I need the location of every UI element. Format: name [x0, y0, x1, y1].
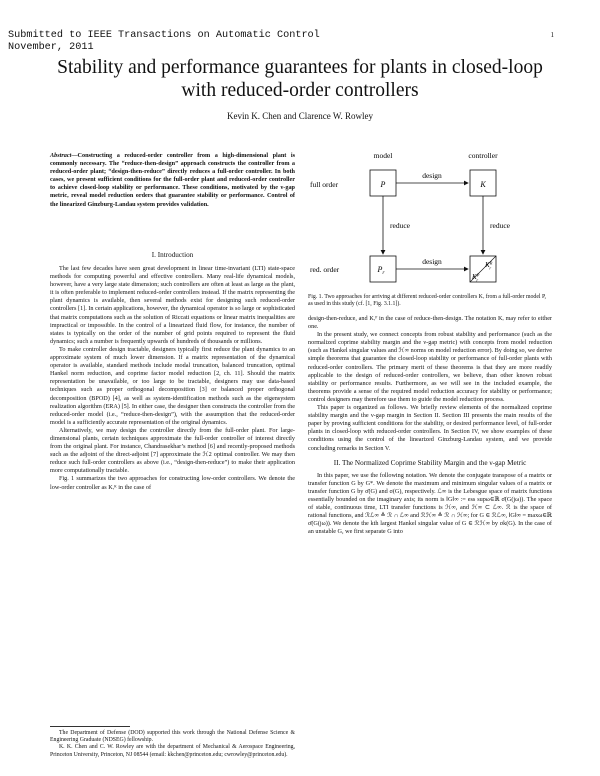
box-P-label: P — [380, 180, 386, 189]
figure-1-diagram — [308, 148, 552, 290]
header-line-1: Submitted to IEEE Transactions on Automatic Control — [8, 30, 320, 41]
box-Kr-bottom-label: $K^P$ r — [472, 272, 480, 283]
title-line-2: with reduced-order controllers — [181, 80, 419, 101]
right-paragraph-2: In the present study, we connect concepts from robust stability and performance (such as the normalized coprime stability margin and the ν-gap metric) with concepts from model reduction (such as Hankel singular values and ℋ∞ norms on model reduction error). By doing so, we derive simple theorems that guarantee the closed-loop stability or performance of full-order plants with reduced-order controllers. The primary merit of these theorems is that they are more readily applicable to the design of reduced-order controllers, we believe, than other known robust stability or performance results. Furthermore, as we will see in the included example, the theorems provide a sense of the required model reduction accuracy for stability or performance; control designers may therefore use them to guide the model reduction process. — [308, 331, 552, 403]
intro-paragraph-3: Alternatively, we may design the controller directly from the full-order plant. For large-dimensional plants, certain techniques approximate the full-order controller of interest directly from the original plant. For instance, Chandrasekhar’s method [6] and recently-proposed methods such as the adjoint of the direct-adjoint [7] approximate the ℋ2 optimal controller. We may then reduce such full-order controllers as above (i.e., “design-then-reduce”) to make their application more computationally tractable. — [50, 426, 295, 475]
left-column — [50, 251, 295, 492]
label-model: model — [373, 151, 393, 160]
right-paragraph-4: In this paper, we use the following notation. We denote the conjugate transpose of a matrix or transfer function G by G*. We denote the maximum and minimum singular values of a matrix or transfer function G by σ̄(G) and σ(G), respectively. ℒ∞ is the Lebesgue space of matrix functions essentially bounded on the imaginary axis; its norm is ‖G‖∞ := ess supω∈ℝ σ̄(G(jω)). The space of stable, continuous time, LTI transfer functions is ℋ∞, and ℋ∞ ⊂ ℒ∞. ℛ is the space of rational functions, and ℛℒ∞ ≜ ℛ ∩ ℒ∞ and ℛℋ∞ ≜ ℛ ∩ ℋ∞; for G ∈ ℛℒ∞, ‖G‖∞ = maxω∈ℝ σ̄(G(jω)). We denote the kth largest Hankel singular value of G ∈ ℛℋ∞ by σk(G). In the case of an unstable G, we first separate G into — [308, 471, 552, 536]
figure-1-caption: Fig. 1. Two approaches for arriving at different reduced-order controllers Kᵣ from a full-order model P, as used in this study (cf. [1, Fig. 3.1.1]). — [308, 294, 546, 308]
right-paragraph-1: design-then-reduce, and Kᵣᴾ in the case of reduce-then-design. The notation Kᵣ may refer to either one. — [308, 315, 552, 331]
label-design-bottom: design — [422, 257, 442, 266]
running-header — [8, 30, 320, 53]
intro-paragraph-2: To make controller design tractable, designers typically first reduce the plant dynamics to an approximate system of much lower dimension. If a matrix representation of the dynamical operator is available, standard methods include modal truncation, balanced truncation, optimal Hankel norm reduction, and coprime factor model reduction [2, ch. 11]. Should the matrix representation be unavailable, or too large to be tractable, designers may use data-based techniques such as proper orthogonal decomposition [3] or balanced proper orthogonal decomposition (BPOD) [4], as well as system-identification methods such as the eigensystem realization algorithm (ERA) [5]. In either case, the designer then constructs the controller from the reduced-order model (i.e., “reduce-then-design”), with the assumption that the reduced-order model is a sufficiently accurate representation of the original dynamics. — [50, 345, 295, 426]
page-number: 1 — [550, 31, 554, 39]
label-controller: controller — [468, 151, 498, 160]
paper-title — [20, 56, 580, 102]
box-Kr-top-label: $K^R$ r — [485, 260, 493, 271]
box-K-label: K — [480, 180, 486, 189]
right-column — [308, 315, 552, 536]
intro-paragraph-4: Fig. 1 summarizes the two approaches for constructing low-order controllers. We denote the low-order controller as Kᵣᴿ in the case of — [50, 475, 295, 491]
header-line-2: November, 2011 — [8, 41, 94, 53]
authors: Kevin K. Chen and Clarence W. Rowley — [227, 111, 373, 121]
box-Pr-label: $P_r$ — [377, 265, 385, 276]
label-reduce-left: reduce — [390, 221, 410, 230]
label-reduce-right: reduce — [490, 221, 510, 230]
footnote-paragraph-1: The Department of Defense (DOD) supported this work through the National Defense Science & Engineering Graduate (NDSEG) fellowship. — [50, 730, 295, 744]
section-1-heading: I. Introduction — [151, 251, 194, 259]
intro-paragraph-1: The last few decades have seen great development in linear time-invariant (LTI) state-space methods for computing powerful and effective controllers. Many real-life dynamical models, however, have a very large state dimension; such controllers are often at least as large as the plant, it is often preferable to implement reduced-order controllers instead. If the matrix representing the plant dynamics is available, then several methods exist for designing such reduced-order controllers [1]. In certain applications, however, the dynamical operator is so large or sophisticated that matrix computations such as the solution of Riccati equations or linear matrix inequalities are impractical or impossible. In the control of a linearized fluid flow, for instance, the number of states is typically on the order of the number of grid points required to represent the fluid dynamics; such a number is frequently upwards of hundreds of thousands or millions. — [50, 265, 295, 345]
footnote — [50, 730, 295, 759]
label-design-top: design — [422, 171, 442, 180]
abstract — [50, 152, 295, 209]
label-full-order: full order — [310, 180, 339, 189]
section-2-heading: II. The Normalized Coprime Stability Margin and the ν-gap Metric — [333, 458, 527, 467]
right-paragraph-3: This paper is organized as follows. We briefly review elements of the normalized coprime stability margin and the ν-gap margin in Section II. Section III presents the main results of the paper by proving sufficient conditions for the stability, or desired performance level, of full-order plants in closed-loop with reduced-order controllers. In Section IV, we show examples of these conditions using the control of the linearized Ginzburg-Landau system, and we provide concluding remarks in Section V. — [308, 404, 552, 452]
footnote-rule — [50, 726, 130, 727]
footnote-paragraph-2: K. K. Chen and C. W. Rowley are with the department of Mechanical & Aerospace Engineering, Princeton University, Princeton, NJ 08544 (email: kkchen@princeton.edu; cwrowley@princeton.edu). — [50, 744, 295, 758]
box-Pr — [370, 256, 396, 282]
title-line-1: Stability and performance guarantees for plants in closed-loop — [57, 57, 543, 78]
label-red-order: red. order — [310, 265, 340, 274]
abstract-label: Abstract — [50, 152, 72, 159]
abstract-text: —Constructing a reduced-order controller from a high-dimensional plant is commonly necessary. The “reduce-then-design” approach constructs the controller from a reduced-order plant; “design-then-reduce” directly reduces a full-order controller. In both cases, we present sufficient conditions for the full-order plant and reduced-order controller to achieve closed-loop stability or performance. These conditions, motivated by the ν-gap metric, reveal model reduction orders that guarantee stability or performance. Control of the linearized Ginzburg-Landau system provides validation. — [50, 152, 295, 208]
